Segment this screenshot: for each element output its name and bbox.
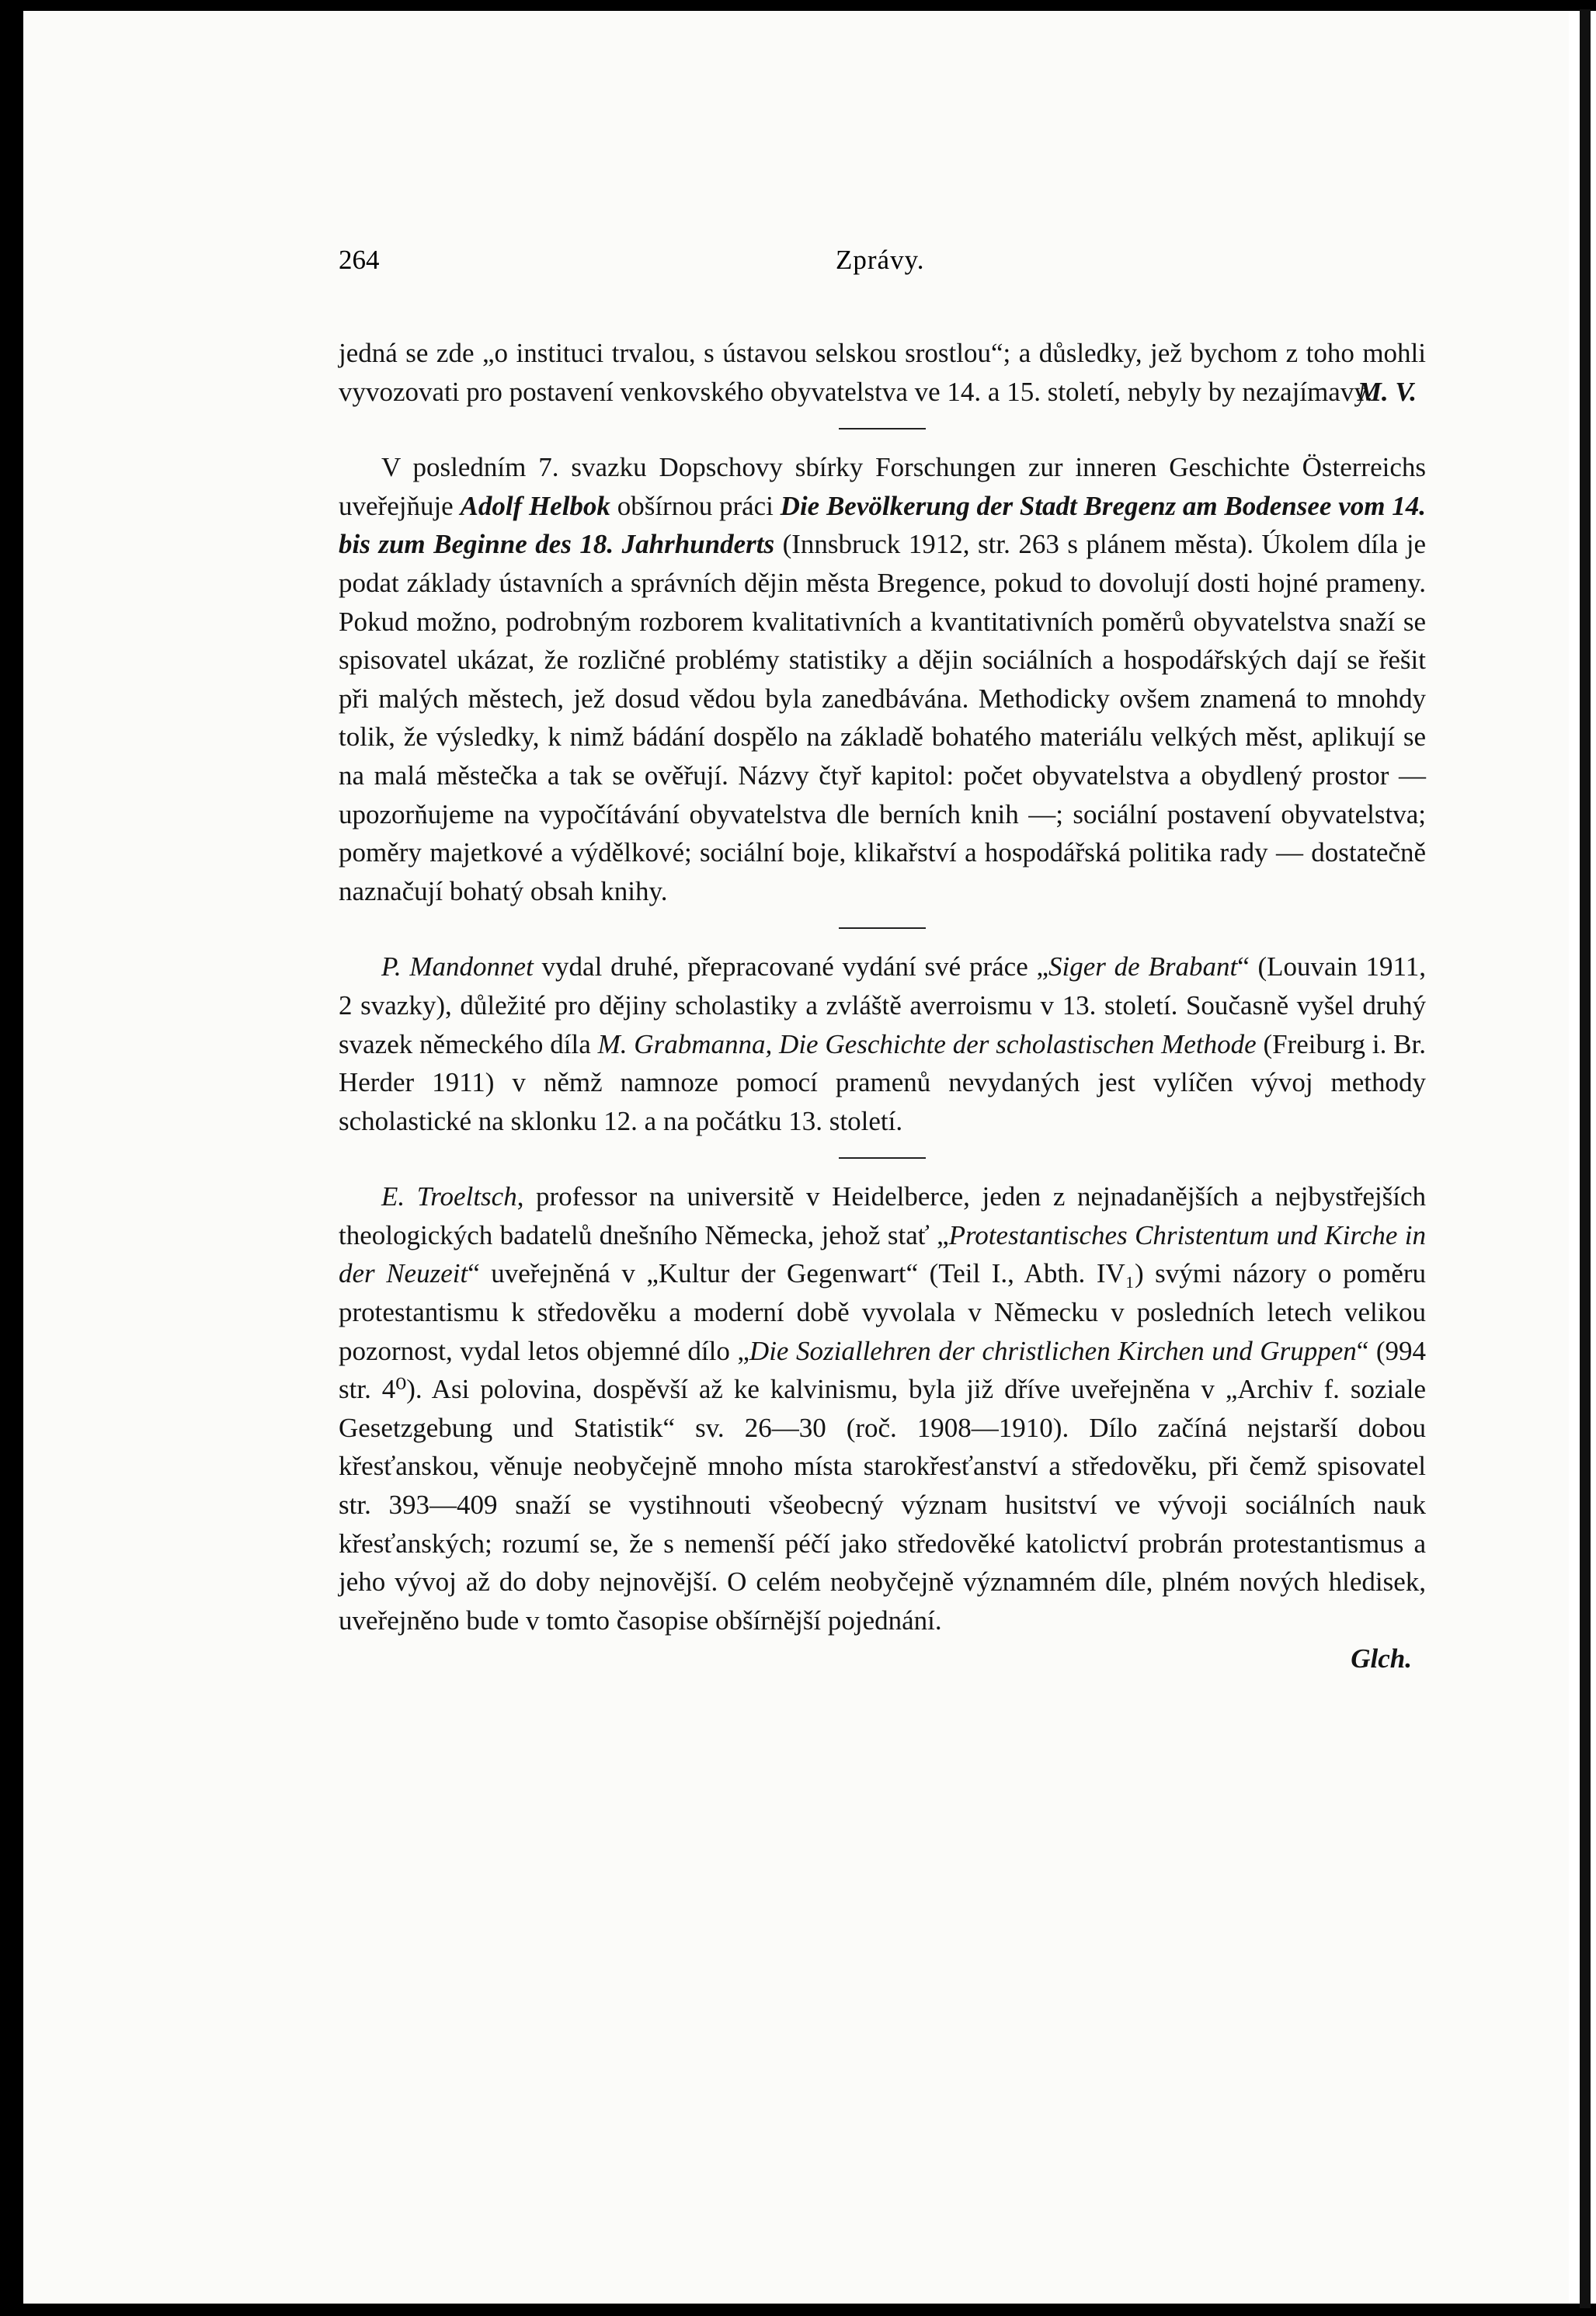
text-run: obšírnou práci: [610, 490, 781, 521]
note-signature: M. V.: [1357, 376, 1417, 407]
emphasized-text: E. Troeltsch: [381, 1181, 517, 1212]
running-title: Zprávy.: [836, 245, 925, 275]
text-run: vydal druhé, přepracované vydání své práce „: [533, 951, 1049, 982]
note-paragraph: [339, 1177, 1426, 1640]
scan-border: [1580, 9, 1591, 2308]
emphasized-text: Die Bevölkerung der Stadt Bregenz am Bodensee vom 14. bis zum Beginne des 18. Jahrhunderts: [339, 490, 1426, 560]
notes-body: [339, 334, 1426, 1678]
text-run: (Innsbruck 1912, str. 263 s plánem města). Úkolem díla je podat základy ústavních a správních dějin města Bregence, pokud to dovolují dosti hojné prameny. Pokud možno, podrobným rozborem kvalitativních a kvantitativních poměrů obyvatelstva snaží se spisovatel ukázat, že rozličné problémy statistiky a dějin sociálních a hospodářských dají se řešit při malých městech, jež dosud vědou byla zanedbávána. Methodicky ovšem znamená to mnohdy tolik, že výsledky, k nimž bádání dospělo na základě bohatého materiálu velkých měst, aplikují se na malá městečka a tak se ověřují. Názvy čtyř kapitol: počet obyvatelstva a obydlený prostor — upozorňujeme na vypočítávání obyvatelstva dle berních knih —; sociální postavení obyvatelstva; poměry majetkové a výdělkové; sociální boje, klikařství a hospodářská politika rady — dostatečně naznačují bohatý obsah knihy.: [339, 529, 1426, 906]
text-run: jedná se zde „o instituci trvalou, s ústavou selskou srostlou“; a důsledky, jež bychom z toho mohli vyvozovati pro postavení venkovského obyvatelstva ve 14. a 15. století, nebyly by nezajímavy.: [339, 338, 1426, 407]
section-divider: [839, 428, 926, 429]
page-header: [339, 245, 1426, 287]
text-run: , professor na universitě v Heidelberce, jeden z nejnadanějších a nejbystřejších theologických badatelů dnešního Německa, jehož stať „: [339, 1181, 1427, 1250]
note-paragraph: [339, 948, 1426, 1140]
page-number: 264: [339, 245, 380, 275]
emphasized-text: Adolf Helbok: [460, 490, 610, 521]
text-run: “ (Louvain 1911, 2 svazky), důležité pro dějiny scholastiky a zvláště averroismu v 13. století. Současně vyšel druhý svazek německého díla: [339, 951, 1427, 1059]
emphasized-text: P. Mandonnet: [381, 951, 534, 982]
note-signature: Glch.: [1351, 1643, 1412, 1674]
text-run: V posledním 7. svazku Dopschovy sbírky Forschungen zur inneren Geschichte Österreichs uveřejňuje: [339, 452, 1426, 521]
emphasized-text: M. Grabmanna, Die Geschichte der scholastischen Methode: [597, 1028, 1257, 1059]
emphasized-text: Siger de Brabant: [1048, 951, 1238, 982]
text-run: “ (994 str. 4⁰). Asi polovina, dospěvší až ke kalvinismu, byla již dříve uveřejněna v „Archiv f. soziale Gesetzgebung und Statistik“ sv. 26—30 (roč. 1908—1910). Dílo začíná nejstarší dobou křesťanskou, věnuje neobyčejně mnoho místa starokřesťanství a středověku, při čemž spisovatel str. 393—409 snaží se vystihnouti všeobecný význam husitství ve vývoji sociálních nauk křesťanských; rozumí se, že s nemenší péčí jako středověké katolictví probrán protestantismus a jeho vývoj až do doby nejnovější. O celém neobyčejně významném díle, plném nových hledisek, uveřejněno bude v tomto časopise obšírnější pojednání.: [339, 1335, 1426, 1636]
emphasized-text: Protestantisches Christentum und Kirche in der Neuzeit: [339, 1219, 1426, 1289]
section-divider: [839, 1157, 926, 1159]
text-run: “ uveřejněná v „Kultur der Gegenwart“ (Teil I., Abth. IV₁) svými názory o poměru protestantismu k středověku a moderní době vyvolala v Německu v posledních letech velikou pozornost, vydal letos objemné dílo „: [339, 1258, 1426, 1366]
note-paragraph: [339, 334, 1426, 411]
section-divider: [839, 927, 926, 929]
note-paragraph: [339, 448, 1426, 910]
text-run: (Freiburg i. Br. Herder 1911) v němž namnoze pomocí pramenů nevydaných jest vylíčen vývoj methody scholastické na sklonku 12. a na počátku 13. století.: [339, 1028, 1426, 1136]
emphasized-text: Die Soziallehren der christlichen Kirchen und Gruppen: [749, 1335, 1357, 1366]
